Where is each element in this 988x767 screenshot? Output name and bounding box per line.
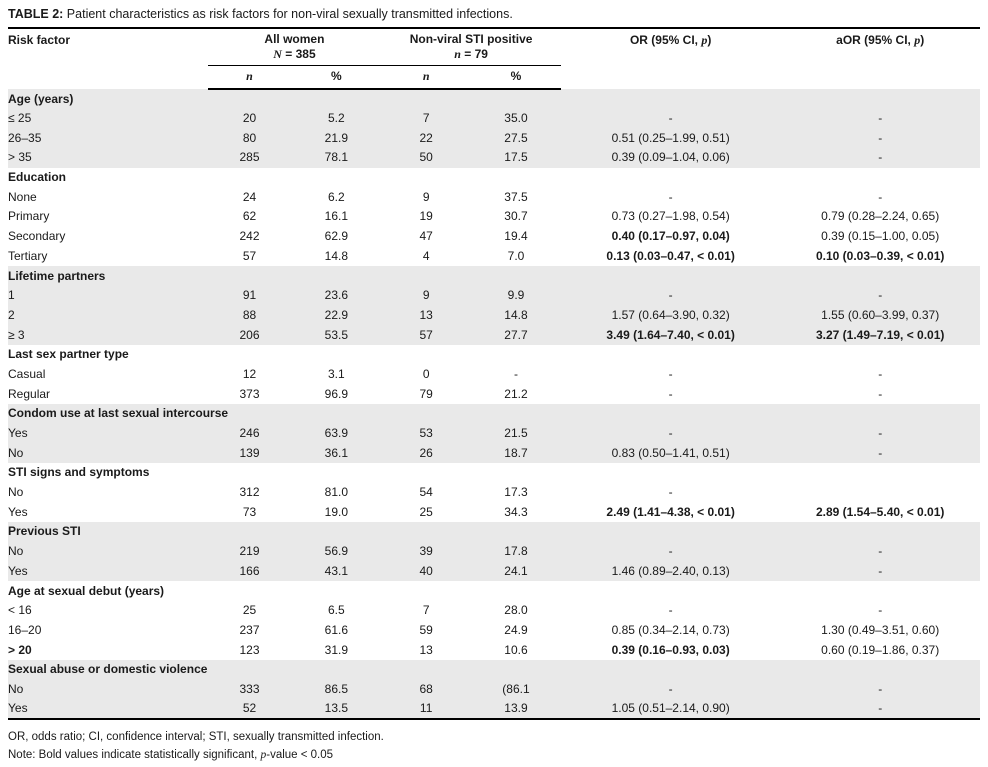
cell-pct-sti-positive: 7.0 [507, 248, 525, 263]
cell-pct-all-women: 19.0 [324, 504, 349, 519]
aor-p-var: p [914, 33, 921, 47]
table-row [8, 227, 980, 247]
cell-or: 1.46 (0.89–2.40, 0.13) [561, 562, 780, 582]
section-header-row [8, 89, 980, 109]
cell-pct-all-women: 23.6 [291, 286, 381, 306]
cell-n-sti-positive: 9 [422, 189, 430, 204]
cell-risk-factor: Yes [8, 562, 208, 582]
cell-pct-sti-positive: 24.1 [471, 562, 561, 582]
cell-pct-all-women: 61.6 [324, 622, 349, 637]
table-row [8, 562, 980, 582]
cell-n-all-women: 206 [208, 325, 292, 345]
table-row [8, 680, 980, 700]
cell-or: - [561, 286, 780, 306]
or-p-var: p [701, 33, 708, 47]
section-label: Education [8, 170, 67, 185]
cell-or: 0.13 (0.03–0.47, < 0.01) [606, 248, 735, 263]
cell-risk-factor: Yes [8, 699, 208, 719]
count-value: = 79 [460, 47, 488, 61]
cell-n-sti-positive: 7 [422, 603, 430, 618]
cell-pct-all-women: 36.1 [291, 443, 381, 463]
cell-or: 0.85 (0.34–2.14, 0.73) [611, 622, 730, 637]
table-footnotes [8, 720, 980, 764]
col-header-risk-factor: Risk factor [8, 33, 71, 47]
cell-or: - [561, 109, 780, 129]
note-text: Note: Bold values indicate statistically significant, [8, 749, 261, 761]
table-row [8, 601, 980, 621]
cell-n-sti-positive: 26 [381, 443, 471, 463]
group-header-row [8, 29, 980, 66]
cell-pct-all-women: 5.2 [291, 109, 381, 129]
cell-risk-factor: Primary [8, 209, 50, 224]
cell-aor: - [878, 189, 883, 204]
cell-n-sti-positive: 57 [381, 325, 471, 345]
cell-pct-all-women: 78.1 [291, 148, 381, 168]
col-header-pct-sti-positive: % [471, 66, 561, 90]
cell-risk-factor: Yes [8, 424, 208, 444]
cell-n-all-women: 312 [239, 485, 260, 500]
cell-n-sti-positive: 11 [381, 699, 471, 719]
cell-pct-all-women: 21.9 [291, 128, 381, 148]
count-value: = 385 [281, 47, 316, 61]
cell-aor: - [878, 366, 883, 381]
cell-pct-all-women: 14.8 [324, 248, 349, 263]
table-row [8, 128, 980, 148]
cell-or: 1.05 (0.51–2.14, 0.90) [561, 699, 780, 719]
footnote-abbreviations: OR, odds ratio; CI, confidence interval; STI, sexually transmitted infection. [8, 731, 384, 743]
cell-n-sti-positive: 22 [381, 128, 471, 148]
col-group-all-women [208, 29, 382, 66]
n-symbol: n [422, 69, 430, 83]
table-row [8, 187, 980, 207]
table-row [8, 502, 980, 522]
cell-pct-all-women: 13.5 [291, 699, 381, 719]
cell-aor: - [878, 386, 883, 401]
cell-aor: 0.10 (0.03–0.39, < 0.01) [815, 248, 945, 263]
cell-risk-factor: No [8, 443, 208, 463]
table-number-label: TABLE 2: [8, 7, 64, 21]
cell-aor: - [780, 680, 980, 700]
section-header-row [8, 168, 980, 188]
table-row [8, 483, 980, 503]
cell-n-all-women: 139 [208, 443, 292, 463]
cell-pct-sti-positive: 34.3 [504, 504, 528, 519]
cell-risk-factor: 16–20 [8, 622, 42, 637]
note-p-var: p [260, 749, 267, 761]
cell-pct-all-women: 6.5 [328, 603, 345, 618]
col-group-sti-positive [381, 29, 561, 66]
cell-or: 0.51 (0.25–1.99, 0.51) [561, 128, 780, 148]
cell-n-all-women: 166 [208, 562, 292, 582]
cell-risk-factor: Casual [8, 366, 46, 381]
cell-pct-all-women: 86.5 [291, 680, 381, 700]
col-header-or [561, 29, 780, 89]
cell-or: - [668, 189, 673, 204]
cell-n-all-women: 57 [242, 248, 257, 263]
cell-risk-factor: ≤ 25 [8, 109, 208, 129]
cell-pct-sti-positive: 28.0 [504, 603, 528, 618]
table-row [8, 699, 980, 719]
cell-pct-sti-positive: 37.5 [504, 189, 528, 204]
group-count-all-women [214, 47, 376, 62]
cell-pct-sti-positive: 30.7 [504, 209, 528, 224]
cell-n-all-women: 237 [239, 622, 260, 637]
cell-n-all-women: 12 [242, 366, 257, 381]
cell-n-all-women: 246 [208, 424, 292, 444]
cell-risk-factor: < 16 [8, 603, 32, 618]
cell-n-all-women: 91 [208, 286, 292, 306]
cell-pct-sti-positive: 17.8 [471, 542, 561, 562]
cell-aor: - [780, 699, 980, 719]
cell-aor: - [780, 286, 980, 306]
table-row [8, 384, 980, 404]
table-row [8, 424, 980, 444]
cell-n-sti-positive: 53 [381, 424, 471, 444]
cell-aor: - [780, 562, 980, 582]
cell-pct-all-women: 81.0 [324, 485, 349, 500]
cell-n-sti-positive: 25 [419, 504, 433, 519]
section-label: STI signs and symptoms [8, 465, 150, 480]
cell-n-sti-positive: 40 [381, 562, 471, 582]
cell-n-sti-positive: 50 [381, 148, 471, 168]
note-text-end: -value < 0.05 [266, 749, 334, 761]
cell-n-all-women: 285 [208, 148, 292, 168]
table-caption-text: Patient characteristics as risk factors for non-viral sexually transmitted infections. [63, 7, 513, 21]
cell-n-sti-positive: 68 [381, 680, 471, 700]
cell-pct-sti-positive: - [513, 366, 518, 381]
table-row [8, 207, 980, 227]
table-row [8, 621, 980, 641]
table-row [8, 109, 980, 129]
cell-or: - [668, 603, 673, 618]
cell-pct-all-women: 6.2 [328, 189, 345, 204]
cell-risk-factor: No [8, 680, 208, 700]
cell-n-all-women: 24 [242, 189, 257, 204]
cell-pct-sti-positive: 21.2 [504, 386, 528, 401]
cell-n-all-women: 123 [239, 642, 260, 657]
cell-n-sti-positive: 0 [422, 366, 430, 381]
section-label: Age at sexual debut (years) [8, 583, 165, 598]
cell-n-all-women: 219 [208, 542, 292, 562]
col-header-aor [780, 29, 980, 89]
section-label: Sexual abuse or domestic violence [8, 660, 980, 680]
cell-or: - [668, 366, 673, 381]
cell-pct-sti-positive: 14.8 [471, 306, 561, 326]
table-row [8, 247, 980, 267]
col-header-pct-all-women: % [291, 66, 381, 90]
table-row [8, 640, 980, 660]
cell-pct-all-women: 16.1 [324, 209, 349, 224]
section-header-row [8, 660, 980, 680]
cell-or: 2.49 (1.41–4.38, < 0.01) [606, 504, 735, 519]
cell-n-sti-positive: 13 [419, 642, 433, 657]
cell-n-sti-positive: 13 [381, 306, 471, 326]
cell-risk-factor: ≥ 3 [8, 325, 208, 345]
cell-risk-factor: None [8, 189, 37, 204]
table-row [8, 148, 980, 168]
group-title-sti-positive: Non-viral STI positive [409, 32, 533, 46]
cell-or: 0.83 (0.50–1.41, 0.51) [561, 443, 780, 463]
cell-n-sti-positive: 47 [419, 229, 433, 244]
cell-risk-factor: Tertiary [8, 248, 48, 263]
cell-n-all-women: 20 [208, 109, 292, 129]
cell-or: - [668, 386, 673, 401]
cell-or: - [561, 680, 780, 700]
cell-pct-sti-positive: 17.3 [504, 485, 528, 500]
cell-n-all-women: 25 [242, 603, 257, 618]
group-count-sti-positive [387, 47, 555, 62]
cell-or: 1.57 (0.64–3.90, 0.32) [561, 306, 780, 326]
cell-pct-sti-positive: 18.7 [471, 443, 561, 463]
cell-risk-factor: > 20 [8, 642, 32, 657]
cell-aor: 2.89 (1.54–5.40, < 0.01) [815, 504, 945, 519]
cell-pct-sti-positive: (86.1 [471, 680, 561, 700]
cell-n-all-women: 62 [242, 209, 257, 224]
cell-aor: - [780, 443, 980, 463]
section-header-row [8, 345, 980, 365]
cell-pct-all-women: 43.1 [291, 562, 381, 582]
cell-pct-sti-positive: 19.4 [504, 229, 528, 244]
section-header-row [8, 404, 980, 424]
cell-pct-all-women: 96.9 [324, 386, 349, 401]
cell-pct-all-women: 56.9 [291, 542, 381, 562]
cell-or: - [561, 424, 780, 444]
count-var: n [454, 47, 461, 61]
cell-aor: 3.27 (1.49–7.19, < 0.01) [780, 325, 980, 345]
n-symbol: n [246, 69, 253, 83]
table-row [8, 443, 980, 463]
aor-label-close: ) [920, 33, 925, 47]
cell-pct-sti-positive: 27.5 [471, 128, 561, 148]
cell-risk-factor: Regular [8, 386, 51, 401]
cell-risk-factor: Secondary [8, 229, 66, 244]
cell-or: 0.39 (0.16–0.93, 0.03) [611, 642, 730, 657]
col-header-n-all-women [208, 66, 292, 90]
cell-pct-all-women: 63.9 [291, 424, 381, 444]
cell-n-sti-positive: 7 [381, 109, 471, 129]
cell-pct-sti-positive: 9.9 [471, 286, 561, 306]
table-title [8, 6, 980, 29]
or-label: OR (95% CI, [629, 33, 702, 47]
section-label: Condom use at last sexual intercourse [8, 404, 980, 424]
cell-aor: - [780, 148, 980, 168]
table-row [8, 542, 980, 562]
cell-aor: - [780, 109, 980, 129]
cell-n-sti-positive: 19 [419, 209, 433, 224]
cell-aor: 0.39 (0.15–1.00, 0.05) [821, 229, 940, 244]
cell-aor: 1.55 (0.60–3.99, 0.37) [780, 306, 980, 326]
cell-risk-factor: No [8, 485, 24, 500]
section-header-row [8, 522, 980, 542]
cell-pct-all-women: 22.9 [291, 306, 381, 326]
cell-risk-factor: Yes [8, 504, 28, 519]
cell-or: - [668, 485, 673, 500]
cell-n-sti-positive: 39 [381, 542, 471, 562]
cell-risk-factor: > 35 [8, 148, 208, 168]
cell-risk-factor: 2 [8, 306, 208, 326]
cell-pct-sti-positive: 10.6 [504, 642, 528, 657]
cell-n-all-women: 242 [239, 229, 260, 244]
cell-pct-all-women: 31.9 [324, 642, 349, 657]
cell-or: 0.40 (0.17–0.97, 0.04) [611, 229, 730, 244]
cell-risk-factor: No [8, 542, 208, 562]
cell-pct-sti-positive: 35.0 [471, 109, 561, 129]
cell-or: 0.39 (0.09–1.04, 0.06) [561, 148, 780, 168]
cell-pct-sti-positive: 13.9 [471, 699, 561, 719]
table-body [8, 89, 980, 719]
count-var: N [273, 47, 282, 61]
cell-n-all-women: 73 [242, 504, 257, 519]
aor-label: aOR (95% CI, [836, 33, 915, 47]
cell-aor: 0.60 (0.19–1.86, 0.37) [821, 642, 940, 657]
cell-risk-factor: 1 [8, 286, 208, 306]
cell-n-all-women: 333 [208, 680, 292, 700]
cell-n-all-women: 52 [208, 699, 292, 719]
cell-pct-sti-positive: 27.7 [471, 325, 561, 345]
section-label: Lifetime partners [8, 266, 980, 286]
cell-or: 3.49 (1.64–7.40, < 0.01) [561, 325, 780, 345]
cell-pct-sti-positive: 24.9 [504, 622, 528, 637]
section-header-row [8, 463, 980, 483]
cell-or: - [561, 542, 780, 562]
cell-n-sti-positive: 4 [422, 248, 430, 263]
cell-n-sti-positive: 54 [419, 485, 433, 500]
or-label-close: ) [707, 33, 712, 47]
cell-aor: - [780, 424, 980, 444]
section-label: Age (years) [8, 89, 980, 109]
cell-pct-sti-positive: 21.5 [471, 424, 561, 444]
cell-n-all-women: 80 [208, 128, 292, 148]
cell-aor: - [878, 603, 883, 618]
cell-n-sti-positive: 59 [419, 622, 433, 637]
table-row [8, 306, 980, 326]
cell-n-sti-positive: 79 [419, 386, 433, 401]
cell-risk-factor: 26–35 [8, 128, 208, 148]
table-row [8, 286, 980, 306]
cell-aor: - [780, 128, 980, 148]
table-row [8, 325, 980, 345]
group-title-all-women: All women [264, 32, 325, 46]
section-header-row [8, 266, 980, 286]
cell-pct-all-women: 53.5 [291, 325, 381, 345]
cell-aor [780, 483, 980, 503]
cell-aor: - [780, 542, 980, 562]
risk-factor-table [8, 29, 980, 720]
cell-aor: 0.79 (0.28–2.24, 0.65) [821, 209, 940, 224]
cell-pct-all-women: 3.1 [328, 366, 345, 381]
cell-pct-all-women: 62.9 [324, 229, 349, 244]
cell-n-all-women: 373 [239, 386, 260, 401]
cell-or: 0.73 (0.27–1.98, 0.54) [611, 209, 730, 224]
col-header-n-sti-positive [381, 66, 471, 90]
cell-pct-sti-positive: 17.5 [471, 148, 561, 168]
section-header-row [8, 581, 980, 601]
section-label: Previous STI [8, 522, 980, 542]
section-label: Last sex partner type [8, 347, 129, 362]
table-header [8, 29, 980, 89]
table-row [8, 365, 980, 385]
cell-n-sti-positive: 9 [381, 286, 471, 306]
cell-aor: 1.30 (0.49–3.51, 0.60) [821, 622, 940, 637]
cell-n-all-women: 88 [208, 306, 292, 326]
footnote-note [8, 746, 980, 764]
